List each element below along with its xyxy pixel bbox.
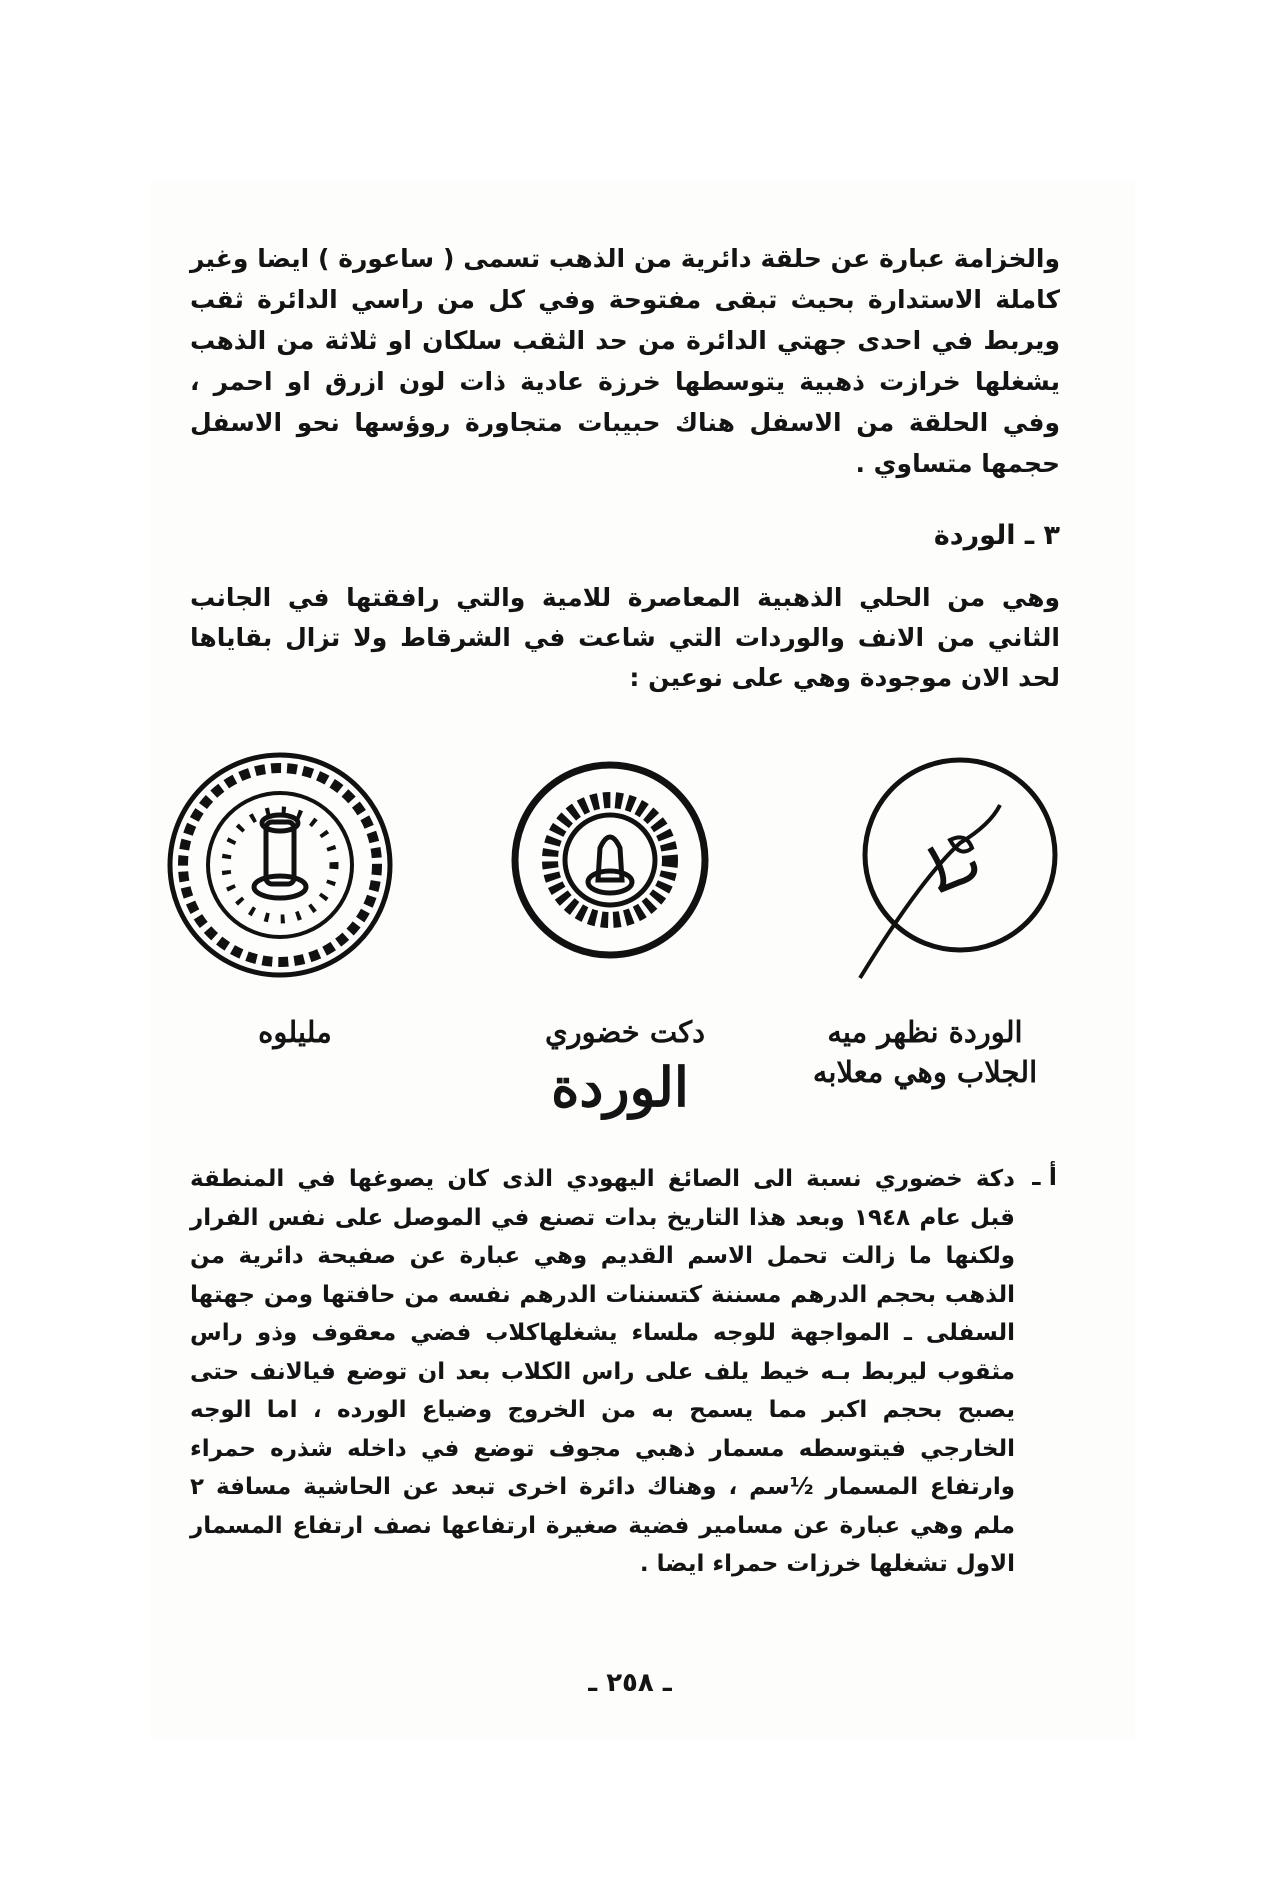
figure-caption-right: الوردة نظهر ميه الجلاب وهي معلابه [812, 1015, 1038, 1089]
figure-caption-middle: دكت خضوري [544, 1015, 706, 1049]
list-item-number: أ ـ [1032, 1163, 1057, 1191]
paragraph-khizama: والخزامة عبارة عن حلقة دائرية من الذهب تسمى ( ساعورة ) ايضا وغير كاملة الاستدارة بحيث تبقى مفتوحة وفي كل من راسي الدائرة ثقب ويربط في احدى جهتي الدائرة من حد الثقب سلكان او ثلاثة من الذهب يشغلها خرازت ذهبية يتوسطها خرزة عادية ذات لون ازرق او احمر ، وفي الحلقة من الاسفل هناك حبيبات متجاورة روؤسها نحو الاسفل حجمها متساوي . [190, 244, 1060, 478]
figure-middle-dakka-khadouri [515, 765, 705, 955]
figure-right-warda-hook [860, 760, 1055, 978]
title-warda: الوردة [551, 1055, 689, 1119]
paragraph-dakka-khadouri: دكة خضوري نسبة الى الصائغ اليهودي الذى كان يصوغها في المنطقة قبل عام ١٩٤٨ وبعد هذا التاريخ بدات تصنع في الموصل على نفس الفرار ولكنها ما زالت تحمل الاسم القديم وهي عبارة عن صفيحة دائرية من الذهب بحجم الدرهم مسننة كتسننات الدرهم نفسه من حافتها ومن جهتها السفلى ـ المواجهة للوجه ملساء يشغلهاكلاب فضي معقوف وذو راس مثقوب ليربط بـه خيط يلف على راس الكلاب بعد ان توضع فيالانف حتى يصبح بحجم اكبر مما يسمح به من الخروج وضياع الورده ، اما الوجه الخارجي فيتوسطه مسمار ذهبي مجوف توضع في داخله شذره حمراء وارتفاع المسمار ½سم ، وهناك دائرة اخرى تبعد عن الحاشية مسافة ٢ ملم وهي عبارة عن مسامير فضية صغيرة ارتفاعها نصف ارتفاع المسمار الاول تشغلها خرزات حمراء ايضا . [190, 1166, 1015, 1577]
page-number: ـ ٢٥٨ ـ [588, 1668, 672, 1698]
figures-row [160, 730, 1080, 1050]
figure-left-milila [170, 755, 390, 975]
figures-drawing [160, 730, 1080, 1050]
section-heading-warda: ٣ ـ الوردة [933, 520, 1060, 551]
paragraph-warda-intro: وهي من الحلي الذهبية المعاصرة للامية والتي رافقتها في الجانب الثاني من الانف والوردات التي شاعت في الشرقاط ولا تزال بقاياها لحد الان موجودة وهي على نوعين : [190, 583, 1060, 692]
figure-caption-left: مليلوه [258, 1015, 332, 1049]
